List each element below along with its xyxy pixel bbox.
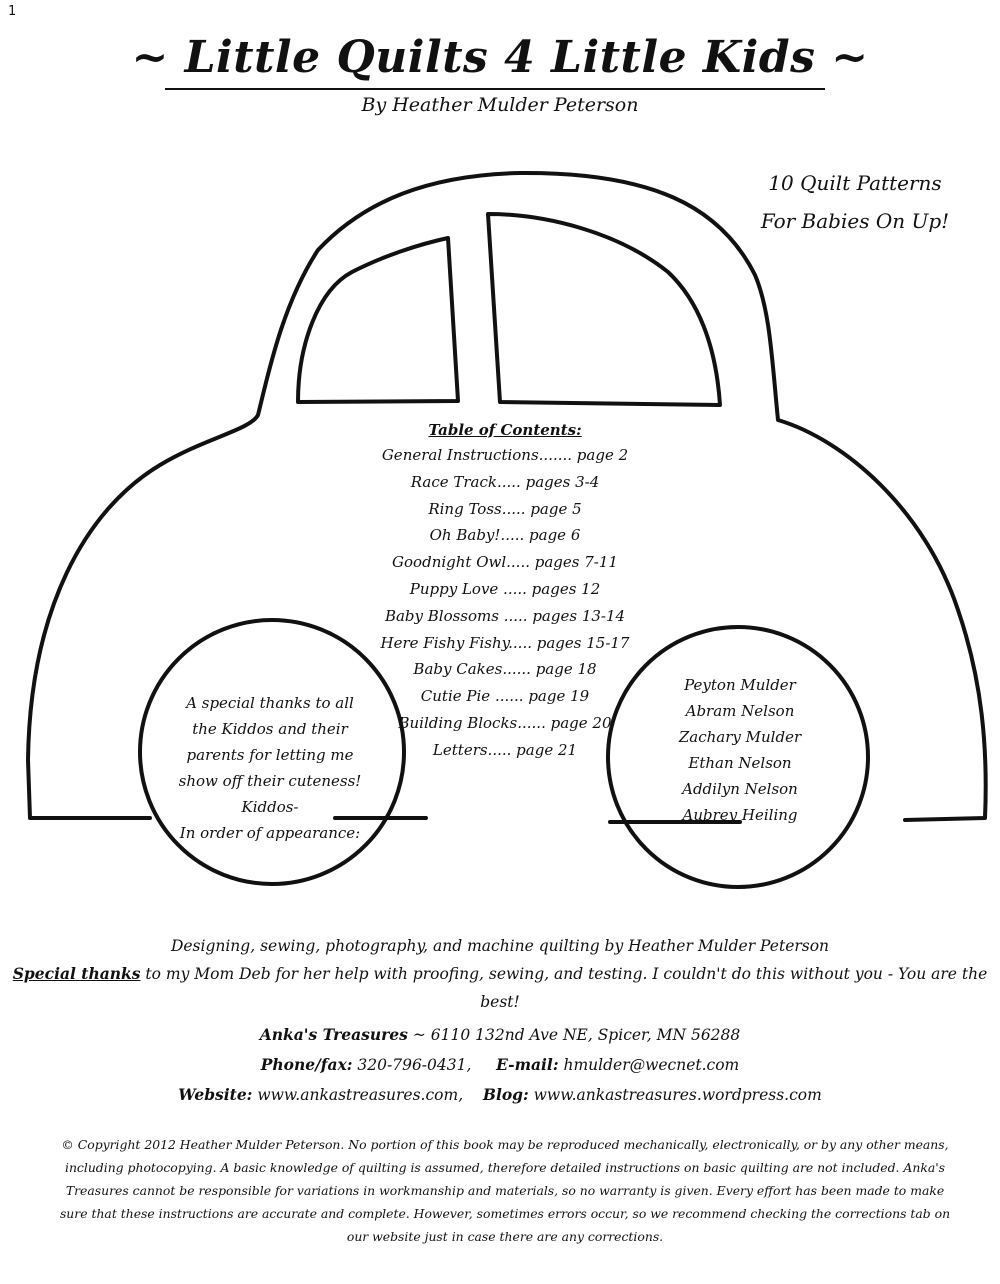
website-label: Website: bbox=[178, 1085, 253, 1104]
blog-url: www.ankastreasures.wordpress.com bbox=[528, 1086, 822, 1104]
kiddo-name: Addilyn Nelson bbox=[682, 780, 798, 798]
toc-heading: Table of Contents: bbox=[428, 421, 582, 439]
special-thanks-text: to my Mom Deb for her help with proofing, sewing, and testing. I couldn't do this without you - You are the best! bbox=[140, 965, 988, 1011]
company-name: Anka's Treasures bbox=[259, 1025, 408, 1044]
web-line bbox=[0, 1080, 1000, 1110]
thanks-line: Kiddos- bbox=[241, 798, 299, 816]
credits bbox=[0, 932, 1000, 1016]
blog-label: Blog: bbox=[482, 1085, 529, 1104]
thanks-line: A special thanks to all bbox=[186, 694, 354, 712]
toc-entry: Baby Blossoms ..... pages 13-14 bbox=[384, 606, 626, 625]
front-window-outline bbox=[488, 214, 720, 405]
address: ~ 6110 132nd Ave NE, Spicer, MN 56288 bbox=[407, 1026, 741, 1044]
kiddo-name: Ethan Nelson bbox=[688, 754, 792, 772]
credits-line: Designing, sewing, photography, and machine quilting by Heather Mulder Peterson bbox=[170, 937, 830, 955]
page-number: 1 bbox=[8, 4, 17, 19]
toc-list bbox=[380, 442, 630, 764]
thanks-line: show off their cuteness! bbox=[178, 772, 362, 790]
special-thanks-label: Special thanks bbox=[12, 964, 141, 983]
toc-entry: Building Blocks...... page 20 bbox=[398, 713, 612, 732]
tagline-line-2: For Babies On Up! bbox=[760, 209, 950, 233]
email-address: hmulder@wecnet.com bbox=[558, 1056, 740, 1074]
website-url: www.ankastreasures.com, bbox=[252, 1086, 464, 1104]
rear-wheel-thanks-text bbox=[170, 690, 370, 846]
toc-entry: Oh Baby!..... page 6 bbox=[429, 526, 581, 545]
toc-entry: Cutie Pie ...... page 19 bbox=[420, 687, 590, 706]
email-label: E-mail: bbox=[496, 1055, 559, 1074]
special-thanks-line bbox=[0, 960, 1000, 1016]
byline: By Heather Mulder Peterson bbox=[361, 94, 639, 116]
kiddo-name: Abram Nelson bbox=[685, 702, 795, 720]
kiddo-name: Aubrey Heiling bbox=[682, 806, 798, 824]
toc-entry: Race Track..... pages 3-4 bbox=[410, 472, 600, 491]
address-line bbox=[0, 1020, 1000, 1050]
toc-entry: Ring Toss..... page 5 bbox=[428, 499, 582, 518]
thanks-line: parents for letting me bbox=[186, 746, 354, 764]
table-of-contents bbox=[380, 418, 630, 764]
toc-entry: Letters..... page 21 bbox=[432, 740, 578, 759]
phone-email-line bbox=[0, 1050, 1000, 1080]
tagline-line-1: 10 Quilt Patterns bbox=[768, 171, 942, 195]
contact-info bbox=[0, 1020, 1000, 1110]
front-wheel-kiddos-list bbox=[640, 672, 840, 828]
rear-window-outline bbox=[298, 238, 458, 402]
phone-number: 320-796-0431, bbox=[352, 1056, 472, 1074]
toc-entry: Baby Cakes...... page 18 bbox=[413, 660, 597, 679]
copyright-notice: © Copyright 2012 Heather Mulder Peterson. No portion of this book may be reproduced mechanically, electronically, or by any other means, including photocopying. A basic knowledge of quilting is assumed, therefore detailed instructions on basic quilting are not included. Anka's Treasures cannot be responsible for variations in workmanship and materials, so no warranty is given. Every effort has been made to make sure that these instructions are accurate and complete. However, sometimes errors occur, so we recommend checking the corrections tab on our website just in case there are any corrections. bbox=[59, 1137, 951, 1244]
thanks-line: In order of appearance: bbox=[179, 824, 361, 842]
toc-entry: Here Fishy Fishy..... pages 15-17 bbox=[380, 633, 630, 652]
thanks-line: the Kiddos and their bbox=[192, 720, 348, 738]
kiddo-name: Zachary Mulder bbox=[678, 728, 802, 746]
toc-entry: General Instructions....... page 2 bbox=[381, 446, 629, 464]
toc-entry: Goodnight Owl..... pages 7-11 bbox=[392, 553, 618, 572]
kiddo-name: Peyton Mulder bbox=[684, 676, 796, 694]
toc-entry: Puppy Love ..... pages 12 bbox=[409, 579, 601, 598]
page-title: ~ Little Quilts 4 Little Kids ~ bbox=[131, 32, 869, 83]
phone-label: Phone/fax: bbox=[260, 1055, 353, 1074]
